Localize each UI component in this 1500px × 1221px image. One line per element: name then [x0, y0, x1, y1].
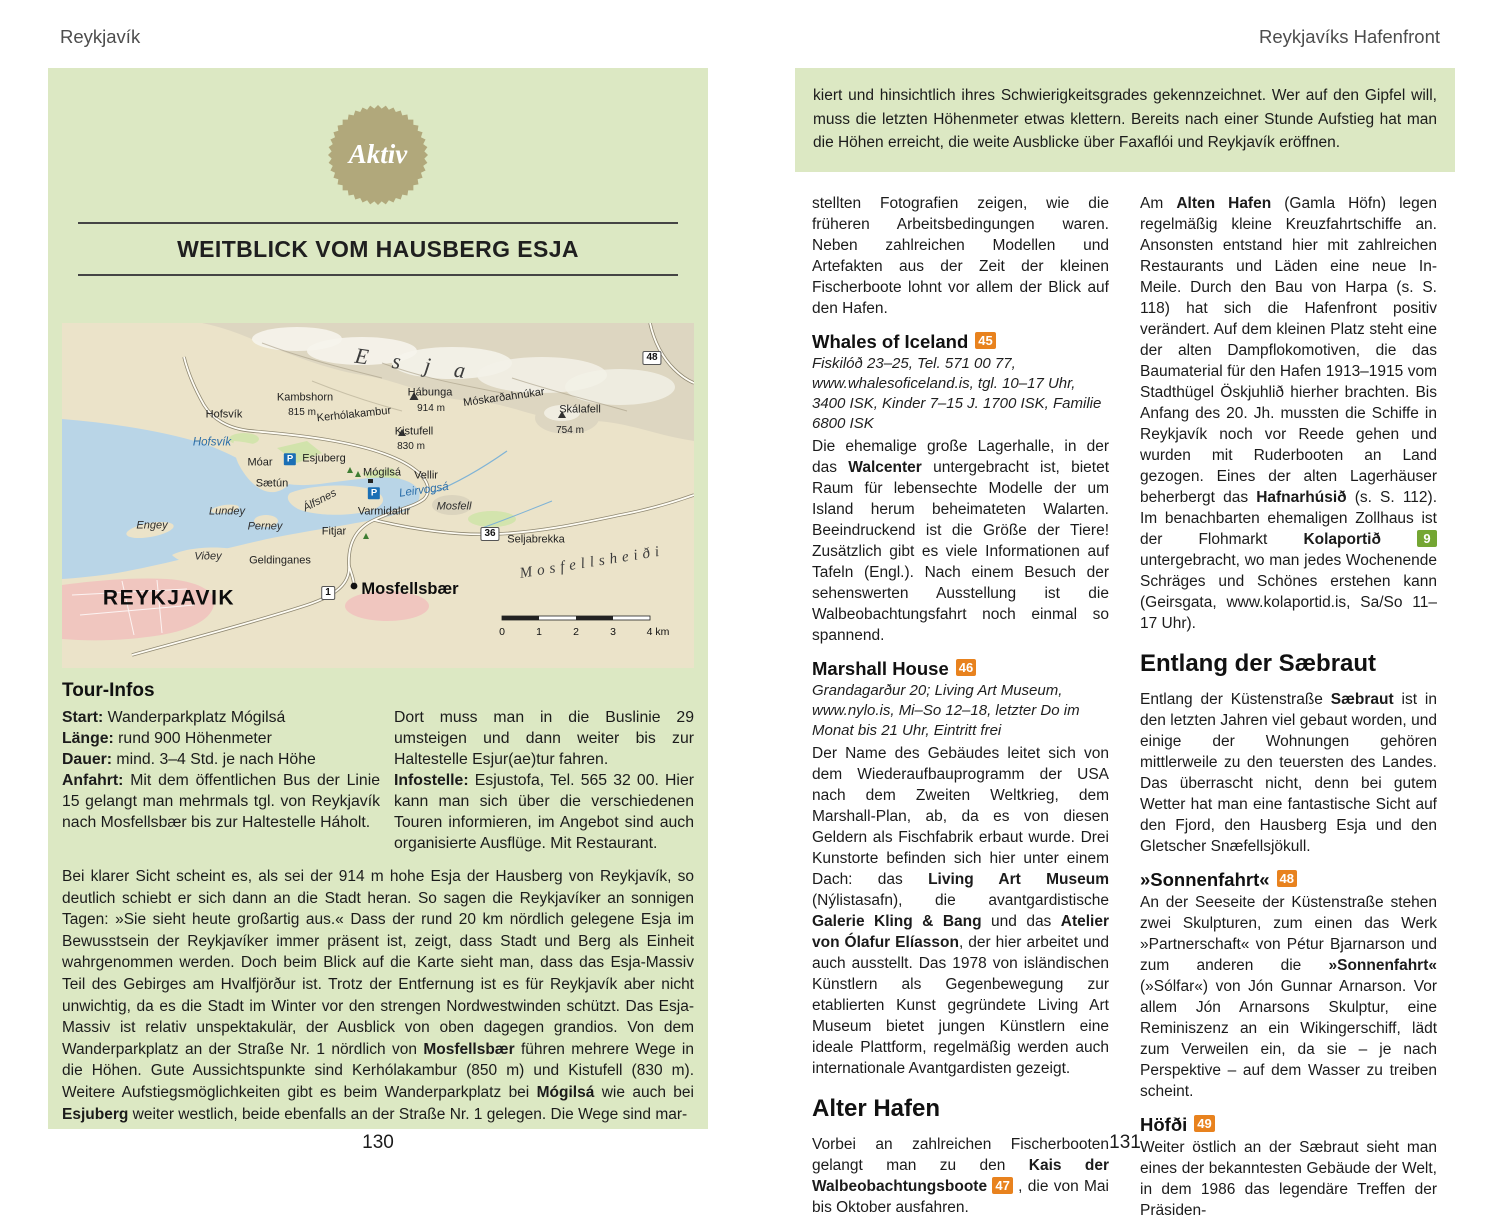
text-segment: wie auch bei [594, 1083, 694, 1101]
map-label-elev: 754 m [556, 425, 584, 436]
map-label-place: Móar [247, 456, 273, 469]
entry-number-badge: 49 [1194, 1115, 1214, 1132]
map-label-water: Leirvogsá [398, 480, 450, 500]
text-segment: untergebracht ist, bietet Raum für lebensechte Modelle der um Island herum beheimateten Walarten. Beeindruckend ist die Größe der Tiere! Zusätzlich gibt es viele Informationen auf Tafeln (Engl.). Nach einem Besuch der sehenswerten Ausstellung ist die Walbeobachtungsfahrt noch einmal so spannend. [812, 459, 1109, 644]
text-segment: rund 900 Höhenmeter [113, 730, 272, 747]
text-segment: Sæbraut [1330, 691, 1394, 708]
text-segment: ist in den letzten Jahren viel gebaut worden, und einige der Wohnungen gehören mittlerweile zu den teuersten des Landes. Das überrascht nicht, denn bei gutem Wetter hat man eine fantastische Sicht auf den Fjord, den Hausberg Esja und den Gletscher Snæfellsjökull. [1140, 691, 1437, 855]
tour-infos-col2 [394, 707, 694, 854]
entry-heading [1140, 869, 1437, 890]
title-rule-top [78, 222, 678, 224]
reference-number-badge: 9 [1417, 530, 1437, 547]
text-segment: Anfahrt: [62, 772, 124, 789]
entry-heading-text: »Sonnenfahrt« [1140, 869, 1270, 890]
text-segment: Galerie Kling & Bang [812, 913, 982, 930]
text-segment: Der Name des Gebäudes leitet sich von dem Wiederaufbauprogramm der USA nach dem Zweiten Weltkrieg, dem Marshall-Plan, ab, da es von diesen Geldern als Fischfabrik erbaut wurde. Drei Kunstorte befinden sich hier unter einem Dach: das [812, 745, 1109, 888]
text-segment: weiter westlich, beide ebenfalls an der Straße Nr. 1 gelegen. Die Wege sind mar- [128, 1105, 688, 1123]
text-segment: Kolaportið [1303, 531, 1381, 548]
map-label-big: REYKJAVIK [102, 586, 236, 610]
entry-heading-text: Höfði [1140, 1114, 1188, 1135]
entry-heading-text: Whales of Iceland [812, 331, 969, 352]
map-label-scale: 2 [573, 625, 579, 638]
map-label-road: 36 [480, 527, 499, 541]
text-segment: Am [1140, 195, 1177, 212]
entry-number-badge: 46 [956, 659, 976, 676]
map-label-scale: 4 km [646, 625, 670, 638]
map-label-scale: 3 [610, 625, 616, 638]
text-segment: Vorbei an zahlreichen Fischerbooten gelangt man zu den [812, 1136, 1109, 1174]
activity-description [62, 866, 694, 1125]
map-label-place: Seljabrekka [507, 533, 565, 546]
text-segment: Esjuberg [62, 1105, 129, 1123]
tour-info-line [62, 707, 380, 728]
running-head-left: Reykjavík [60, 26, 141, 47]
map-label-water: Hofsvík [192, 436, 232, 449]
tour-infos [62, 707, 694, 854]
right-page-columns [812, 193, 1437, 1221]
body-paragraph [1140, 689, 1437, 857]
section-heading: Entlang der Sæbraut [1140, 650, 1377, 677]
text-segment: (s. S. 112). Im benachbarten ehemaligen Zollhaus ist der Flohmarkt [1140, 489, 1437, 548]
tour-info-line [62, 749, 380, 770]
map-label-place: Vellir [414, 469, 438, 482]
map-label-island: Engey [136, 519, 168, 532]
text-segment: Mógilsá [536, 1083, 595, 1101]
body-paragraph [1140, 193, 1437, 634]
text-segment: Walcenter [848, 459, 922, 476]
text-segment: (Gamla Höfn) legen regelmäßig kleine Kreuzfahrtschiffe an. Ansonsten entstand hier mit zahlreichen Restaurants und Läden eine neue In-Meile. Durch den Bau von Harpa (s. S. 118) hat sich die Hafenfront positiv verändert. Auf dem kleinen Platz steht eine der alten Dampflokomotiven, die das Baumaterial für den Hafen 1913–1915 vom Stadthügel Öskjuhlið hierher brachten. Bis Anfang des 20. Jh. mussten die Schiffe in Reykjavík noch vor Reede gehen und wurden mit Ruderbooten an Land gezogen. Eines der alten Lagerhäuser beherbergt das [1140, 195, 1437, 506]
entry-number-badge: 45 [975, 332, 995, 349]
text-segment: Start: [62, 709, 104, 726]
text-segment: Hafnarhúsið [1256, 489, 1347, 506]
text-segment: Die ehemalige große Lagerhalle, in der das [812, 438, 1109, 476]
text-column-1 [812, 193, 1109, 1221]
map-label-place: Sætún [255, 477, 289, 490]
text-segment: mind. 3–4 Std. je nach Höhe [112, 751, 316, 768]
body-paragraph [812, 193, 1109, 319]
text-segment: Dauer: [62, 751, 113, 768]
reference-number-badge: 47 [992, 1177, 1012, 1194]
page-number-right: 131 [1109, 1132, 1141, 1153]
text-segment: , die von Mai bis Oktober ausfahren. [812, 1178, 1109, 1216]
text-segment: führen mehrere Wege in die Höhen. Gute Aussichtspunkte sind Kerhólakambur (850 m) und Kistufell (830 m). Weitere Aufstiegsmöglichkeiten gibt es beim Wanderparkplatz bei [62, 1040, 694, 1101]
activity-title: WEITBLICK VOM HAUSBERG ESJA [177, 236, 579, 262]
text-segment: Atelier von Ólafur Elíasson [812, 913, 1109, 951]
tour-info-line [62, 728, 380, 749]
map-label-scale: 1 [536, 625, 542, 638]
text-segment: Infostelle: [394, 772, 469, 789]
body-paragraph [1140, 1137, 1437, 1221]
body-paragraph [812, 436, 1109, 646]
map-label-elev: 830 m [397, 441, 425, 452]
entry-heading-text: Marshall House [812, 658, 949, 679]
map-label-place: Geldinganes [249, 554, 311, 567]
text-segment: Wanderparkplatz Mógilsá [103, 709, 286, 726]
map-label-elev: 815 m [288, 407, 316, 418]
text-segment: Dort muss man in die Buslinie 29 umsteigen und dann weiter bis zur Haltestelle Esjur(ae)tur fahren. [394, 709, 694, 768]
map-label-island: Álfsnes [301, 486, 339, 515]
map-label-place: Hábunga [407, 386, 453, 399]
map-label-place: Hofsvík [205, 408, 243, 421]
entry-heading [1140, 1114, 1437, 1135]
text-segment: Mit dem öffentlichen Bus der Linie 15 gelangt man mehrmals tgl. von Reykjavík nach Mosfellsbær bis zur Haltestelle Háholt. [62, 772, 380, 831]
map-label-place: Esjuberg [302, 452, 346, 465]
seal-label: Aktiv [348, 138, 408, 169]
body-paragraph [812, 1134, 1109, 1218]
entry-heading [812, 331, 1109, 352]
entry-heading [812, 658, 1109, 679]
tour-info-line [394, 707, 694, 770]
map-label-region: Esja [353, 342, 491, 387]
text-segment: (»Sólfar«) von Jón Gunnar Arnarson. Vor allem Jón Arnarsons Skulptur, eine Reminiszenz an ein Wikingerschiff, lädt zum Verweilen ein, da sie – je nach Perspektive – auf dem Wasser zu treiben scheint. [1140, 978, 1437, 1100]
map-label-place: Kambshorn [276, 391, 334, 404]
text-segment: Entlang der Küstenstraße [1140, 691, 1331, 708]
tour-info-line [62, 770, 380, 833]
text-segment: Bei klarer Sicht scheint es, als sei der 914 m hohe Esja der Hausberg von Reykjavík, so deutlich schiebt er sich dann an die Stadt heran. So sagen die Reykjavíker an sonnigen Tagen: »Sie sieht heute großartig aus.« Dass der rund 20 km nördlich gelegene Esja im Bewusstsein der Reykjavíker immer präsent ist, zeigt, dass Stadt und Berg als Einheit wahrgenommen werden. Doch beim Blick auf die Karte sieht man, dass das Esja-Massiv Teil des Gebirges am Hvalfjörður ist. Trotz der Entfernung ist es für Reykjavík aber nicht unwichtig, da es die Stadt im Winter vor den strengen Nordwestwinden schützt. Das Esja-Massiv ist relativ unspektakulär, der Ausblick von oben dagegen grandios. Von dem Wanderparkplatz an der Straße Nr. 1 nördlich von [62, 868, 694, 1058]
body-paragraph [812, 743, 1109, 1079]
map-label-scale: 0 [499, 625, 505, 638]
aktiv-seal [327, 104, 429, 206]
continuation-text-box: kiert und hinsichtlich ihres Schwierigkeitsgrades gekennzeichnet. Wer auf den Gipfel will, muss die letzten Höhenmeter etwas klettern. Bereits nach einer Stunde Aufstieg hat man die Höhen erreicht, die weite Ausblicke über Faxaflói und Reykjavík eröffnen. [795, 68, 1455, 172]
text-segment: und das [981, 913, 1061, 930]
running-head-right: Reykjavíks Hafenfront [1259, 26, 1440, 47]
map-label-place: Kerhólakambur [316, 404, 392, 425]
map-label-picon: P [368, 487, 380, 499]
text-segment: stellten Fotografien zeigen, wie die früheren Arbeitsbedingungen waren. Neben zahlreichen Modellen und Artefakten aus der Zeit der kleinen Fischerboote lohnt vor allem der Blick auf den Hafen. [812, 195, 1109, 317]
map-label-road: 1 [321, 586, 335, 600]
map-label-place: Mógilsá [363, 466, 401, 479]
page-number-left: 130 [362, 1132, 394, 1153]
map-label-town: Mosfellsbær [361, 579, 459, 598]
entry-number-badge: 48 [1277, 870, 1297, 887]
map-labels [62, 323, 694, 668]
text-segment: Esjustofa, Tel. 565 32 00. Hier kann man sich über die verschiedenen Touren informieren, im Angebot sind auch organisierte Ausflüge. Mit Restaurant. [394, 772, 694, 852]
map-label-picon: P [284, 453, 296, 465]
map-label-place: Móskarðahnúkar [462, 385, 546, 410]
body-paragraph [1140, 892, 1437, 1102]
entry-practical-info: Grandagarður 20; Living Art Museum, www.nylo.is, Mi–So 12–18, letzter Do im Monat bis 21 Uhr, Eintritt frei [812, 682, 1080, 739]
map-label-place: Kistufell [394, 425, 434, 438]
text-segment: An der Seeseite der Küstenstraße stehen zwei Skulpturen, zum einen das Werk »Partnerschaft« von Pétur Bjarnarson und zum anderen die [1140, 894, 1437, 974]
text-segment: (Nýlistasafn), die avantgardistische [812, 892, 1109, 909]
tour-infos-heading: Tour-Infos [62, 680, 155, 701]
text-segment: Länge: [62, 730, 114, 747]
map-label-road: 48 [642, 351, 661, 365]
activity-box [48, 68, 708, 1129]
entry-practical-info: Fiskilóð 23–25, Tel. 571 00 77, www.whalesoficeland.is, tgl. 10–17 Uhr, 3400 ISK, Kinder 7–15 J. 1700 ISK, Familie 6800 ISK [812, 355, 1102, 432]
tour-infos-col1 [62, 707, 380, 854]
text-segment: Alten Hafen [1176, 195, 1272, 212]
map-label-island: Perney [247, 520, 283, 533]
text-segment: Weiter östlich an der Sæbraut sieht man eines der bekanntesten Gebäude der Welt, in dem 1986 das legendäre Treffen der Präsiden- [1140, 1139, 1437, 1219]
text-segment: »Sonnenfahrt« [1328, 957, 1437, 974]
text-segment: untergebracht, wo man jedes Wochenende Schräges und Schönes erstehen kann (Geirsgata, www.kolaportid.is, Sa/So 11–17 Uhr). [1140, 552, 1437, 632]
map-label-island: Lundey [208, 505, 246, 518]
esja-area-map [62, 323, 694, 668]
text-segment: Kais der Walbeobachtungsboote [812, 1157, 1109, 1195]
map-label-place: Skálafell [559, 403, 601, 416]
title-rule-bottom [78, 274, 678, 276]
section-heading: Alter Hafen [812, 1095, 941, 1122]
text-segment: , der hier arbeitet und auch ausstellt. Das 1978 von isländischen Künstlern als Gegenbewegung zur etablierten Kunst gegründete Living Art Museum bietet jungen Künstlern eine ideale Plattform, regelmäßig werden auch internationale Avantgardisten gezeigt. [812, 934, 1110, 1077]
text-segment: Living Art Museum [928, 871, 1109, 888]
map-label-region2: Mosfellsheiði [518, 543, 666, 582]
map-label-place: Fitjar [321, 525, 347, 538]
text-segment [1381, 531, 1417, 548]
text-segment: Mosfellsbær [423, 1040, 515, 1058]
map-label-island: Viðey [194, 550, 222, 563]
text-column-2 [1140, 193, 1437, 1221]
map-label-place: Varmidalur [357, 505, 411, 518]
tour-info-line [394, 770, 694, 854]
map-label-island: Mosfell [436, 500, 472, 513]
map-label-elev: 914 m [417, 403, 445, 414]
